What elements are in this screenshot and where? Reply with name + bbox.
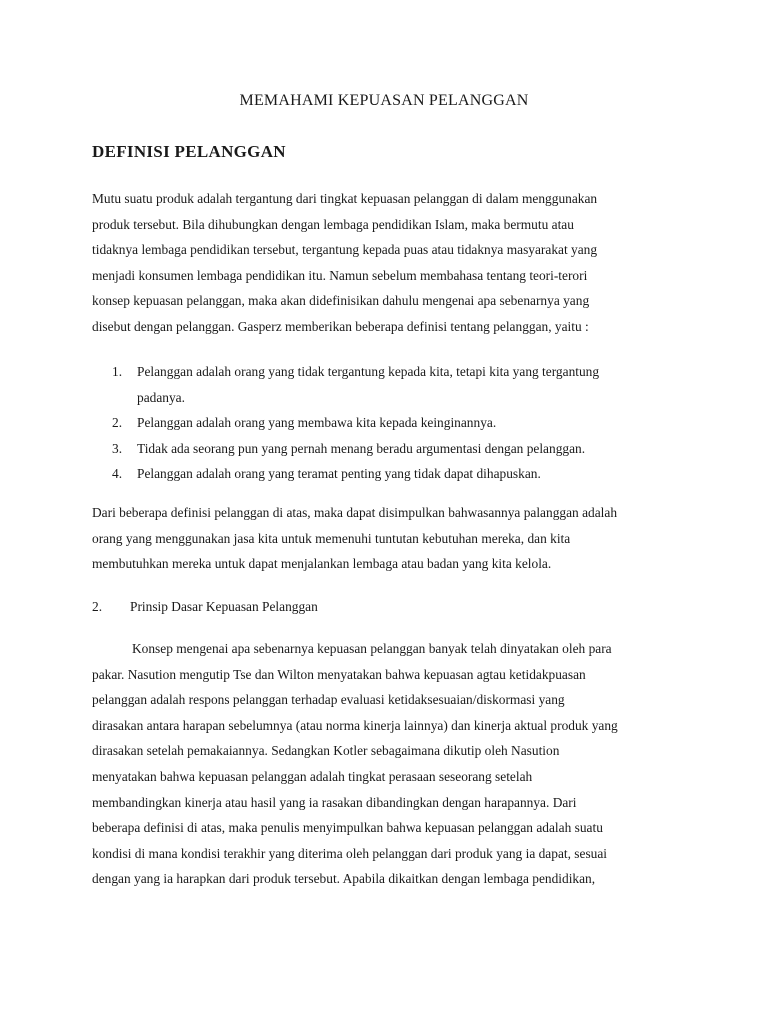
text-line: membandingkan kinerja atau hasil yang ia rasakan dibandingkan dengan harapannya. Dari [92, 794, 577, 810]
list-number: 3. [112, 440, 123, 456]
section-heading-definisi: DEFINISI PELANGGAN [92, 142, 286, 161]
text-line: membutuhkan mereka untuk dapat menjalankan lembaga atau badan yang kita kelola. [92, 556, 552, 572]
text-line: dirasakan antara harapan sebelumnya (atau norma kinerja lainnya) dan kinerja aktual produk yang [92, 717, 618, 733]
section-title: Prinsip Dasar Kepuasan Pelanggan [130, 599, 318, 614]
text-line: pelanggan adalah respons pelanggan terhadap evaluasi ketidaksesuaian/diskormasi yang [92, 692, 565, 708]
text-line: Konsep mengenai apa sebenarnya kepuasan pelanggan banyak telah dinyatakan oleh para [132, 641, 612, 656]
list-item [92, 461, 692, 487]
document-title: MEMAHAMI KEPUASAN PELANGGAN [239, 92, 529, 109]
text-line: dirasakan setelah pemakaiannya. Sedangkan Kotler sebagaimana dikutip oleh Nasution [92, 743, 560, 759]
list-number: 1. [112, 364, 123, 379]
text-line: disebut dengan pelanggan. Gasperz memberikan beberapa definisi tentang pelanggan, yaitu : [92, 318, 589, 334]
text-line: Tidak ada seorang pun yang pernah menang beradu argumentasi dengan pelanggan. [137, 440, 586, 456]
section-number: 2. [92, 599, 103, 614]
paragraph-prinsip [92, 636, 692, 892]
text-line: dengan yang ia harapkan dari produk tersebut. Apabila dikaitkan dengan lembaga pendidikan, [92, 871, 596, 887]
paragraph-conclusion [92, 500, 692, 577]
text-line: menjadi konsumen lembaga pendidikan itu. Namun sebelum membahasa tentang teori-terori [92, 267, 588, 283]
text-line: pakar. Nasution mengutip Tse dan Wilton menyatakan bahwa kepuasan agtau ketidakpuasan [92, 666, 586, 682]
paragraph-intro [92, 186, 692, 340]
text-line: Pelanggan adalah orang yang teramat penting yang tidak dapat dihapuskan. [137, 466, 541, 482]
text-line: Mutu suatu produk adalah tergantung dari tingkat kepuasan pelanggan di dalam menggunakan [92, 191, 598, 206]
text-line: beberapa definisi di atas, maka penulis menyimpulkan bahwa kepuasan pelanggan adalah suatu [92, 820, 603, 836]
list-number: 2. [112, 415, 123, 431]
text-line: Dari beberapa definisi pelanggan di atas, maka dapat disimpulkan bahwasannya palanggan adalah [92, 505, 618, 520]
text-line: Pelanggan adalah orang yang tidak tergantung kepada kita, tetapi kita yang tergantung [137, 364, 600, 379]
list-item [92, 436, 692, 462]
list-item [92, 410, 692, 436]
list-item [92, 359, 692, 410]
text-line: konsep kepuasan pelanggan, maka akan didefinisikan dahulu mengenai apa sebenarnya yang [92, 293, 590, 309]
text-line: tidaknya lembaga pendidikan tersebut, tergantung kepada puas atau tidaknya masyarakat yang [92, 242, 598, 258]
text-line: Pelanggan adalah orang yang membawa kita kepada keinginannya. [137, 415, 497, 431]
section-heading-prinsip [92, 596, 318, 618]
text-line: orang yang menggunakan jasa kita untuk memenuhi tuntutan kebutuhan mereka, dan kita [92, 530, 571, 546]
text-line: kondisi di mana kondisi terakhir yang diterima oleh pelanggan dari produk yang ia dapat, sesuai [92, 845, 608, 861]
text-line: produk tersebut. Bila dihubungkan dengan lembaga pendidikan Islam, maka bermutu atau [92, 216, 574, 232]
list-number: 4. [112, 466, 123, 482]
text-line: menyatakan bahwa kepuasan pelanggan adalah tingkat perasaan seseorang setelah [92, 768, 533, 784]
definition-list [92, 359, 692, 487]
text-line: padanya. [137, 389, 185, 405]
